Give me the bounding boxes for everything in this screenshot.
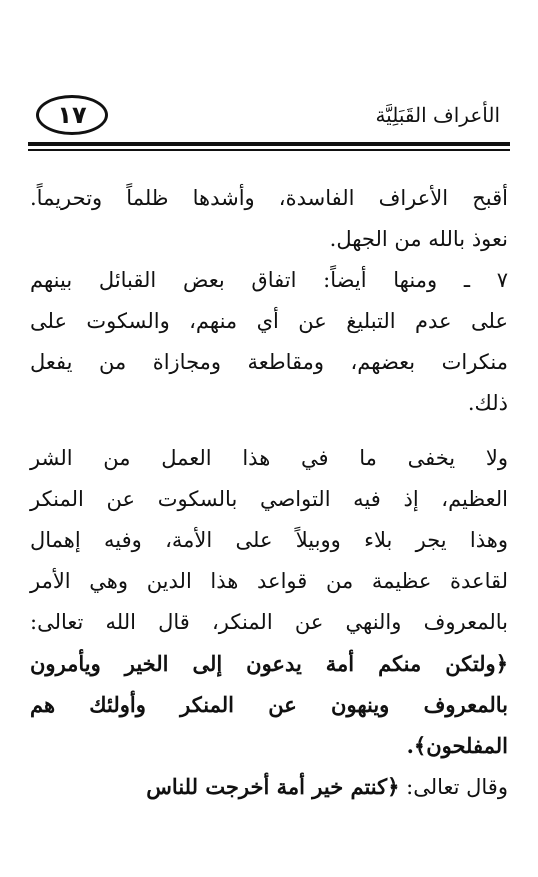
text-line: أقبح الأعراف الفاسدة، وأشدها ظلماً وتحريماً.	[30, 186, 508, 210]
quran-verse-line: المفلحون﴾.	[406, 733, 508, 758]
text-line: ٧ ـ ومنها أيضاً: اتفاق بعض القبائل بينهم	[30, 268, 508, 292]
header-rule-thick	[28, 142, 510, 146]
quran-verse-line: ﴿كنتم خير أمة أخرجت للناس	[146, 774, 400, 799]
running-title: الأعراف القَبَلِيَّة	[375, 103, 500, 127]
paragraph-2	[30, 260, 508, 424]
text-line: منكرات بعضهم، ومقاطعة ومجازاة من يفعل	[30, 350, 508, 374]
text-line: على عدم التبليغ عن أي منهم، والسكوت على	[30, 309, 508, 333]
header-rule-thin	[28, 149, 510, 151]
quran-verse-line: بالمعروف وينهون عن المنكر وأولئك هم	[30, 692, 508, 717]
text-line: نعوذ بالله من الجهل.	[329, 227, 508, 251]
body-text	[30, 178, 508, 808]
text-line: بالمعروف والنهي عن المنكر، قال الله تعالى:	[30, 610, 508, 634]
paragraph-1	[30, 178, 508, 260]
text-line: ذلك.	[467, 391, 508, 415]
verse-intro: وقال تعالى:	[399, 775, 508, 799]
paragraph-4	[30, 766, 508, 808]
text-line: العظيم، إذ فيه التواصي بالسكوت عن المنكر	[30, 487, 508, 511]
text-line	[30, 766, 508, 808]
text-line: لقاعدة عظيمة من قواعد هذا الدين وهي الأمر	[30, 569, 508, 593]
text-line: وهذا يجر بلاء ووبيلاً على الأمة، وفيه إهمال	[30, 528, 508, 552]
paragraph-3	[30, 438, 508, 766]
quran-verse-line: ﴿ولتكن منكم أمة يدعون إلى الخير ويأمرون	[30, 651, 508, 676]
page-number-badge: ١٧	[36, 95, 108, 135]
text-line: ولا يخفى ما في هذا العمل من الشر	[30, 446, 508, 470]
page-header	[30, 95, 508, 147]
